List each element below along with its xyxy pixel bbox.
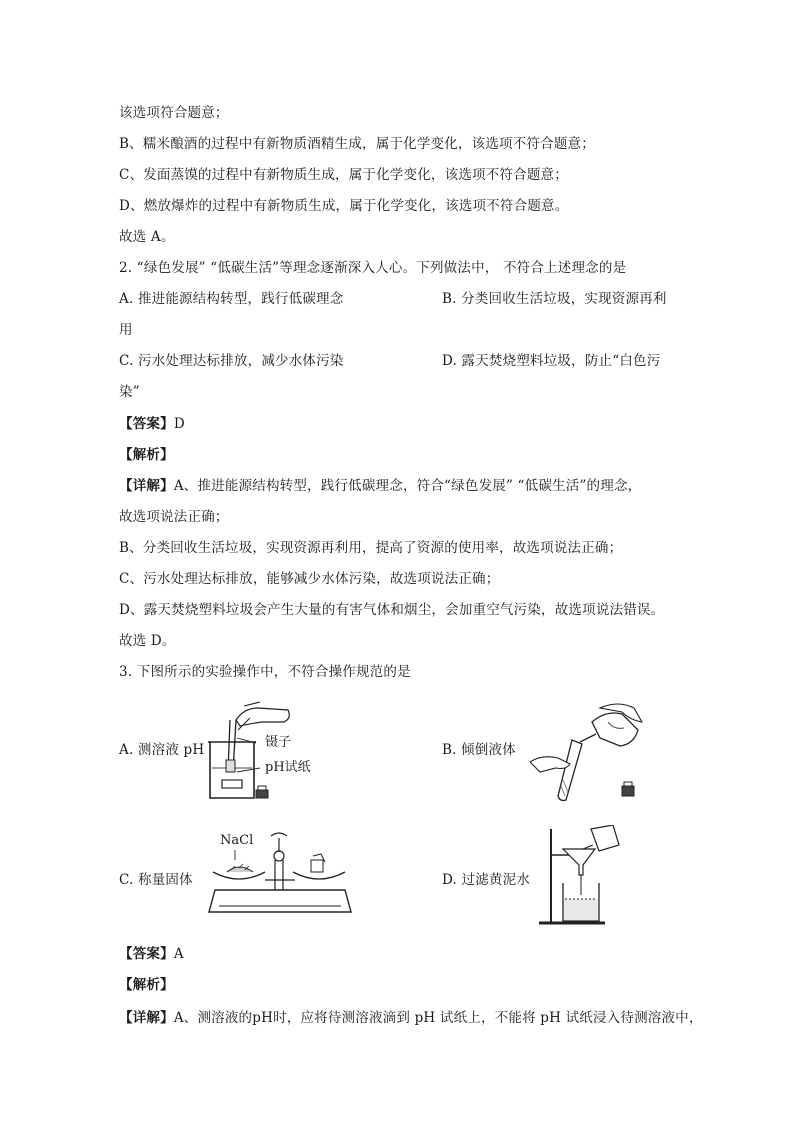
text-line: C、发面蒸馍的过程中有新物质生成，属于化学变化，该选项不符合题意；	[119, 167, 568, 183]
q2-option-d-cont: 染”	[119, 384, 140, 400]
filtration-figure	[535, 825, 635, 929]
funnel-icon	[563, 849, 595, 875]
q3-option-a: A. 测溶液 pH	[119, 742, 205, 758]
q2-option-d: D. 露天焚烧塑料垃圾，防止“白色污	[442, 353, 661, 369]
q3-option-c: C. 称量固体	[119, 872, 193, 888]
detail-text: A、测溶液的pH时，应将待测溶液滴到 pH 试纸上，不能将 pH 试纸浸入待测溶液中，	[173, 1010, 703, 1026]
question-2-stem: 2. “绿色发展” “低碳生活”等理念逐渐深入人心。下列做法中， 不符合上述理念的是	[119, 260, 627, 276]
detail-text: A、推进能源结构转型，践行低碳理念，符合“绿色发展” “低碳生活”的理念，	[173, 478, 642, 494]
text-line: 该选项符合题意；	[119, 105, 229, 121]
fig-a-label-ph-paper: pH试纸	[265, 760, 311, 775]
q3-option-b: B. 倾倒液体	[442, 742, 516, 758]
answer-value: D	[173, 416, 185, 432]
q3-analysis-heading: 【解析】	[119, 977, 174, 993]
text-line: B、糯米酿酒的过程中有新物质酒精生成，属于化学变化，该选项不符合题意；	[119, 136, 595, 152]
q2-detail-line: D、露天焚烧塑料垃圾会产生大量的有害气体和烟尘，会加重空气污染，故选项说法错误。	[119, 602, 665, 618]
q2-option-b: B. 分类回收生活垃圾，实现资源再利	[442, 291, 667, 307]
text-line: 故选 A。	[119, 229, 175, 245]
detail-tag: 【详解】	[119, 1010, 174, 1026]
beaker-icon	[591, 825, 619, 851]
q2-conclusion: 故选 D。	[119, 633, 176, 649]
question-3-stem: 3. 下图所示的实验操作中，不符合操作规范的是	[119, 664, 411, 680]
fig-a-label-tweezers: 镊子	[265, 735, 292, 750]
q2-analysis-heading: 【解析】	[119, 447, 174, 463]
answer-tag: 【答案】	[119, 946, 174, 962]
q2-option-c: C. 污水处理达标排放，减少水体污染	[119, 353, 344, 369]
fig-c-label-nacl: NaCl	[220, 833, 254, 848]
q2-answer	[119, 414, 185, 434]
detail-tag: 【详解】	[119, 478, 174, 494]
text-line: D、燃放爆炸的过程中有新物质生成，属于化学变化，该选项不符合题意。	[119, 198, 569, 214]
q2-detail-line: B、分类回收生活垃圾，实现资源再利用，提高了资源的使用率，故选项说法正确；	[119, 540, 623, 556]
ph-test-figure	[200, 700, 310, 805]
pour-liquid-figure	[530, 700, 650, 806]
q2-option-b-cont: 用	[119, 322, 133, 338]
answer-tag: 【答案】	[119, 416, 174, 432]
answer-value: A	[173, 946, 184, 962]
q2-option-a: A. 推进能源结构转型，践行低碳理念	[119, 291, 344, 307]
q3-detail-line	[119, 1008, 703, 1028]
q2-detail-line: 故选项说法正确；	[119, 509, 229, 525]
q2-detail-line: C、污水处理达标排放，能够减少水体污染，故选项说法正确；	[119, 571, 500, 587]
q3-answer	[119, 944, 184, 964]
nacl-pile	[227, 867, 253, 872]
balance-base	[209, 890, 351, 912]
q2-detail-line	[119, 476, 641, 496]
q3-option-d: D. 过滤黄泥水	[442, 872, 531, 888]
test-tube-icon	[558, 740, 582, 801]
